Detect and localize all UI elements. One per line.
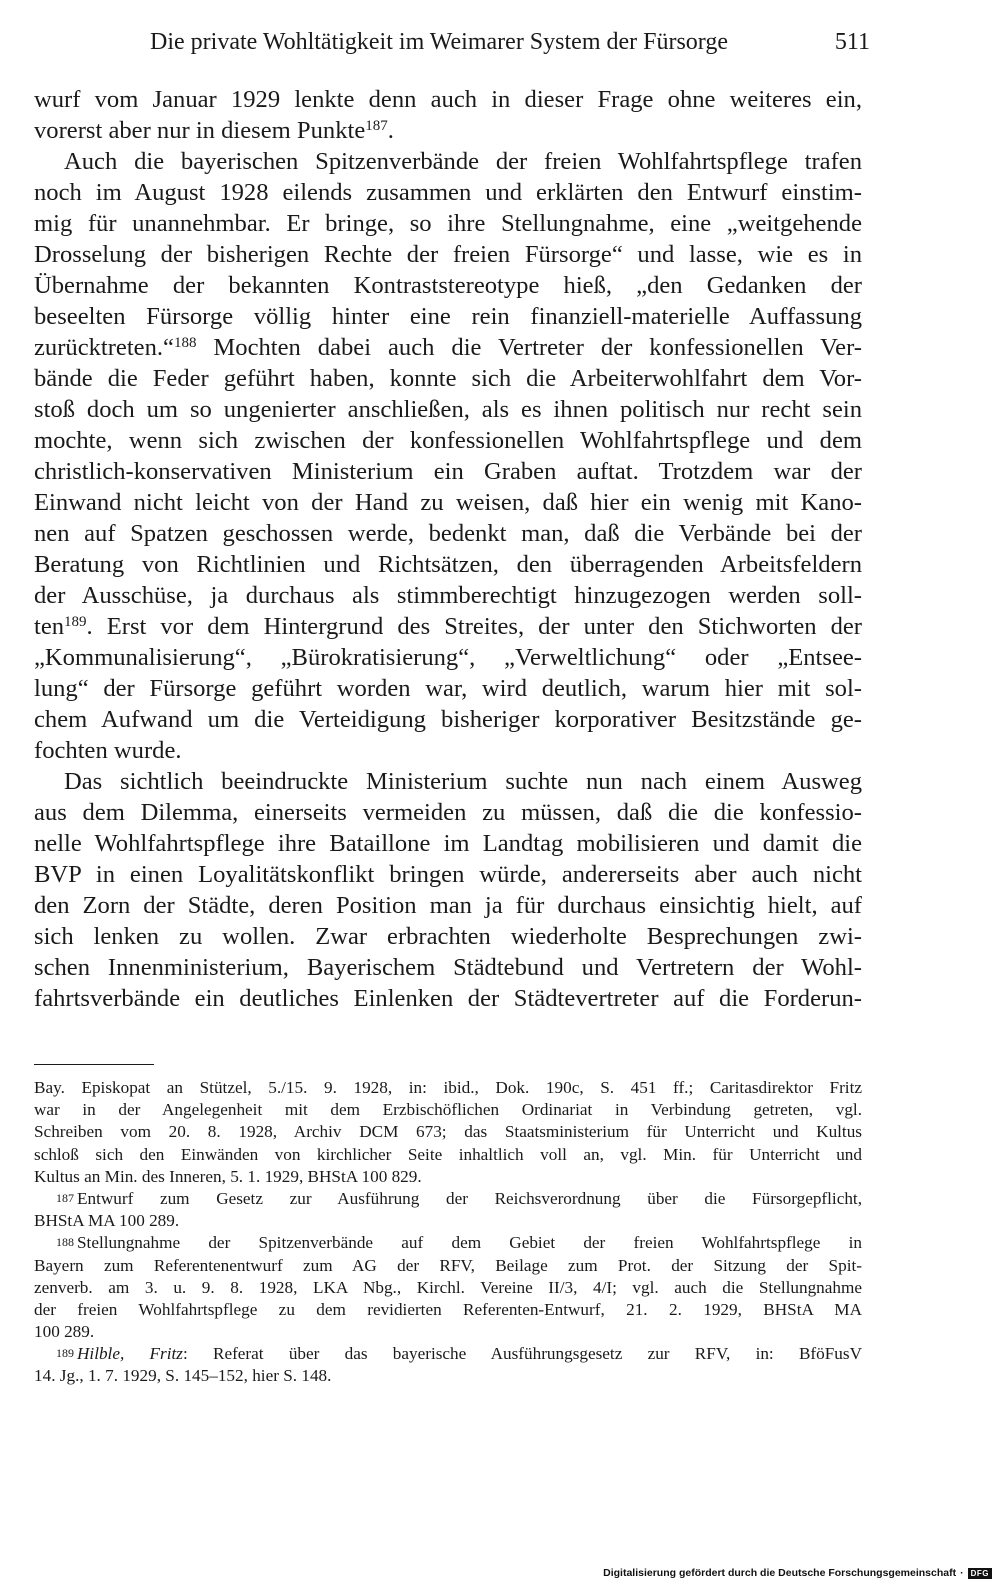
- line-text: den Zorn der Städte, deren Position man ja für durchaus einsichtig hielt, auf: [34, 892, 862, 919]
- footnote-text: Entwurf zum Gesetz zur Ausführung der Reichsverordnung über die Fürsorgepflicht,: [77, 1188, 862, 1208]
- footnote-text: : Referat über das bayerische Ausführungsgesetz zur RFV, in: BföFusV: [182, 1344, 863, 1364]
- footnote-text: Stellungnahme der Spitzenverbände auf dem Gebiet der freien Wohlfahrtspflege in: [77, 1233, 862, 1253]
- footnote-line: [34, 1255, 862, 1277]
- text-line: [34, 394, 862, 425]
- line-text: bände die Feder geführt haben, konnte sich die Arbeiterwohlfahrt dem Vor-: [34, 365, 862, 392]
- text-line: [34, 456, 862, 487]
- line-text: BVP in einen Loyalitätskonflikt bringen würde, andererseits aber auch nicht: [34, 861, 862, 888]
- footnote-text: schloß sich den Einwänden von kirchlicher Seite inhaltlich voll an, vgl. Min. für Unterricht und: [34, 1144, 862, 1164]
- text-line: [34, 518, 862, 549]
- running-title: Die private Wohltätigkeit im Weimarer System der Fürsorge: [150, 29, 729, 55]
- line-text: vorerst aber nur in diesem Punkte: [34, 117, 366, 144]
- footnote-line: [34, 1232, 862, 1254]
- line-text: nelle Wohlfahrtspflege ihre Bataillone im Landtag mobilisieren und damit die: [34, 830, 862, 857]
- line-text: noch im August 1928 eilends zusammen und erklärten den Entwurf einstim-: [34, 179, 862, 206]
- text-line: [34, 611, 862, 642]
- footnote-line: [34, 1210, 862, 1232]
- footnote-line: [34, 1077, 862, 1099]
- footnote-line: [34, 1099, 862, 1121]
- footnote-line: [34, 1121, 862, 1143]
- line-text: Übernahme der bekannten Kontraststereotype hieß, „den Gedanken der: [34, 272, 862, 299]
- digitization-credit: Digitalisierung gefördert durch die Deutsche Forschungsgemeinschaft · DFG: [603, 1566, 992, 1580]
- footnote-number: 189: [56, 1346, 74, 1361]
- text-line: [34, 983, 862, 1014]
- text-line: [34, 828, 862, 859]
- footnote-text: Schreiben vom 20. 8. 1928, Archiv DCM 673; das Staatsministerium für Unterricht und Kultus: [34, 1122, 862, 1142]
- line-text-cont: Mochten dabei auch die Vertreter der konfessionellen Ver-: [196, 334, 862, 361]
- text-line: [34, 952, 862, 983]
- text-line: [34, 642, 862, 673]
- footnotes: [34, 1077, 862, 1388]
- footnote-text: Bay. Episkopat an Stützel, 5./15. 9. 1928, in: ibid., Dok. 190c, S. 451 ff.; Caritasdirektor Fritz: [34, 1078, 862, 1097]
- text-line: [34, 673, 862, 704]
- line-text: der Ausschüse, ja durchaus als stimmberechtigt hinzugezogen werden soll-: [34, 582, 862, 609]
- dfg-logo: DFG: [968, 1568, 992, 1579]
- line-text: Beratung von Richtlinien und Richtsätzen, den überragenden Arbeitsfeldern: [34, 551, 862, 578]
- text-line: [34, 363, 862, 394]
- text-line: [34, 797, 862, 828]
- running-header: [150, 24, 870, 60]
- line-text: Auch die bayerischen Spitzenverbände der freien Wohlfahrtspflege trafen: [64, 148, 862, 175]
- footnote-ref: 188: [173, 335, 197, 351]
- footnote-author: Hilble, Fritz: [77, 1344, 183, 1364]
- line-text: schen Innenministerium, Bayerischem Städtebund und Vertretern der Wohl-: [34, 954, 862, 981]
- line-text: fahrtsverbände ein deutliches Einlenken der Städtevertreter auf die Forderun-: [34, 985, 862, 1012]
- line-text: aus dem Dilemma, einerseits vermeiden zu müssen, daß die die konfessio-: [34, 799, 862, 826]
- line-text: fochten wurde.: [34, 737, 182, 764]
- footnote-text: war in der Angelegenheit mit dem Erzbischöflichen Ordinariat in Verbindung getreten, vgl.: [34, 1100, 862, 1120]
- text-line: [34, 332, 862, 363]
- text-line: [34, 921, 862, 952]
- footnote-text: Bayern zum Referentenentwurf zum AG der RFV, Beilage zum Prot. der Sitzung der Spit-: [34, 1255, 862, 1275]
- text-line: [34, 487, 862, 518]
- text-line: [34, 549, 862, 580]
- text-line: [34, 425, 862, 456]
- line-text: ten: [34, 613, 65, 640]
- footnote-ref: 189: [64, 614, 87, 630]
- text-line: [34, 580, 862, 611]
- text-line: [34, 890, 862, 921]
- footnote-line: [34, 1365, 862, 1387]
- line-text: christlich-konservativen Ministerium ein Graben auftat. Trotzdem war der: [34, 458, 862, 485]
- text-line: [34, 301, 862, 332]
- line-text: beseelten Fürsorge völlig hinter eine rein finanziell-materielle Auffassung: [34, 303, 862, 330]
- line-text: Das sichtlich beeindruckte Ministerium suchte nun nach einem Ausweg: [64, 768, 862, 795]
- footnote-line: [34, 1166, 862, 1188]
- footnote-text: zenverb. am 3. u. 9. 8. 1928, LKA Nbg., Kirchl. Vereine II/3, 4/I; vgl. auch die Stellungnahme: [34, 1277, 862, 1297]
- footnote-text: 14. Jg., 1. 7. 1929, S. 145–152, hier S. 148.: [34, 1366, 332, 1386]
- line-text: chem Aufwand um die Verteidigung bisheriger korporativer Besitzstände ge-: [34, 706, 862, 733]
- line-text: Drosselung der bisherigen Rechte der freien Fürsorge“ und lasse, wie es in: [34, 241, 862, 268]
- credit-text: Digitalisierung gefördert durch die Deutsche Forschungsgemeinschaft: [603, 1567, 957, 1579]
- text-line: [34, 146, 862, 177]
- footnote-line: [34, 1277, 862, 1299]
- page-number: 511: [834, 29, 870, 55]
- line-text: wurf vom Januar 1929 lenkte denn auch in dieser Frage ohne weiteres ein,: [34, 86, 862, 113]
- text-line: [34, 766, 862, 797]
- line-text: „Kommunalisierung“, „Bürokratisierung“, „Verweltlichung“ oder „Entsee-: [34, 644, 862, 671]
- footnote-text: der freien Wohlfahrtspflege zu dem revidierten Referenten-Entwurf, 21. 2. 1929, BHStA MA: [34, 1299, 862, 1319]
- text-line: [34, 208, 862, 239]
- text-line: [34, 859, 862, 890]
- footnote-number: 188: [56, 1235, 74, 1250]
- line-text: mochte, wenn sich zwischen der konfessionellen Wohlfahrtspflege und dem: [34, 427, 862, 454]
- footnote-text: Kultus an Min. des Inneren, 5. 1. 1929, BHStA 100 829.: [34, 1166, 422, 1186]
- footnote-text: BHStA MA 100 289.: [34, 1211, 180, 1231]
- footnote-line: [34, 1144, 862, 1166]
- line-text: nen auf Spatzen geschossen werde, bedenkt man, daß die Verbände bei der: [34, 520, 862, 547]
- line-text-cont: .: [387, 117, 394, 144]
- footnote-line: [34, 1299, 862, 1321]
- body-text: [34, 84, 862, 1014]
- footnote-line: [34, 1321, 862, 1343]
- text-line: [34, 239, 862, 270]
- text-line: [34, 115, 862, 146]
- text-line: [34, 177, 862, 208]
- text-line: [34, 735, 862, 766]
- footnote-text: 100 289.: [34, 1322, 95, 1342]
- line-text-cont: . Erst vor dem Hintergrund des Streites, der unter den Stichworten der: [86, 613, 862, 640]
- text-line: [34, 704, 862, 735]
- line-text: sich lenken zu wollen. Zwar erbrachten wiederholte Besprechungen zwi-: [34, 923, 862, 950]
- text-line: [34, 270, 862, 301]
- line-text: zurücktreten.“: [34, 334, 174, 361]
- footnote-number: 187: [56, 1190, 74, 1205]
- text-line: [34, 84, 862, 115]
- line-text: Einwand nicht leicht von der Hand zu weisen, daß hier ein wenig mit Kano-: [34, 489, 862, 516]
- footnote-separator: [34, 1064, 154, 1065]
- line-text: stoß doch um so ungenierter anschließen, als es ihnen politisch nur recht sein: [34, 396, 862, 423]
- footnote-ref: 187: [365, 118, 388, 134]
- footnote-line: [34, 1343, 862, 1365]
- line-text: lung“ der Fürsorge geführt worden war, wird deutlich, warum hier mit sol-: [34, 675, 862, 702]
- line-text: mig für unannehmbar. Er bringe, so ihre Stellungnahme, eine „weitgehende: [34, 210, 862, 237]
- footnote-line: [34, 1188, 862, 1210]
